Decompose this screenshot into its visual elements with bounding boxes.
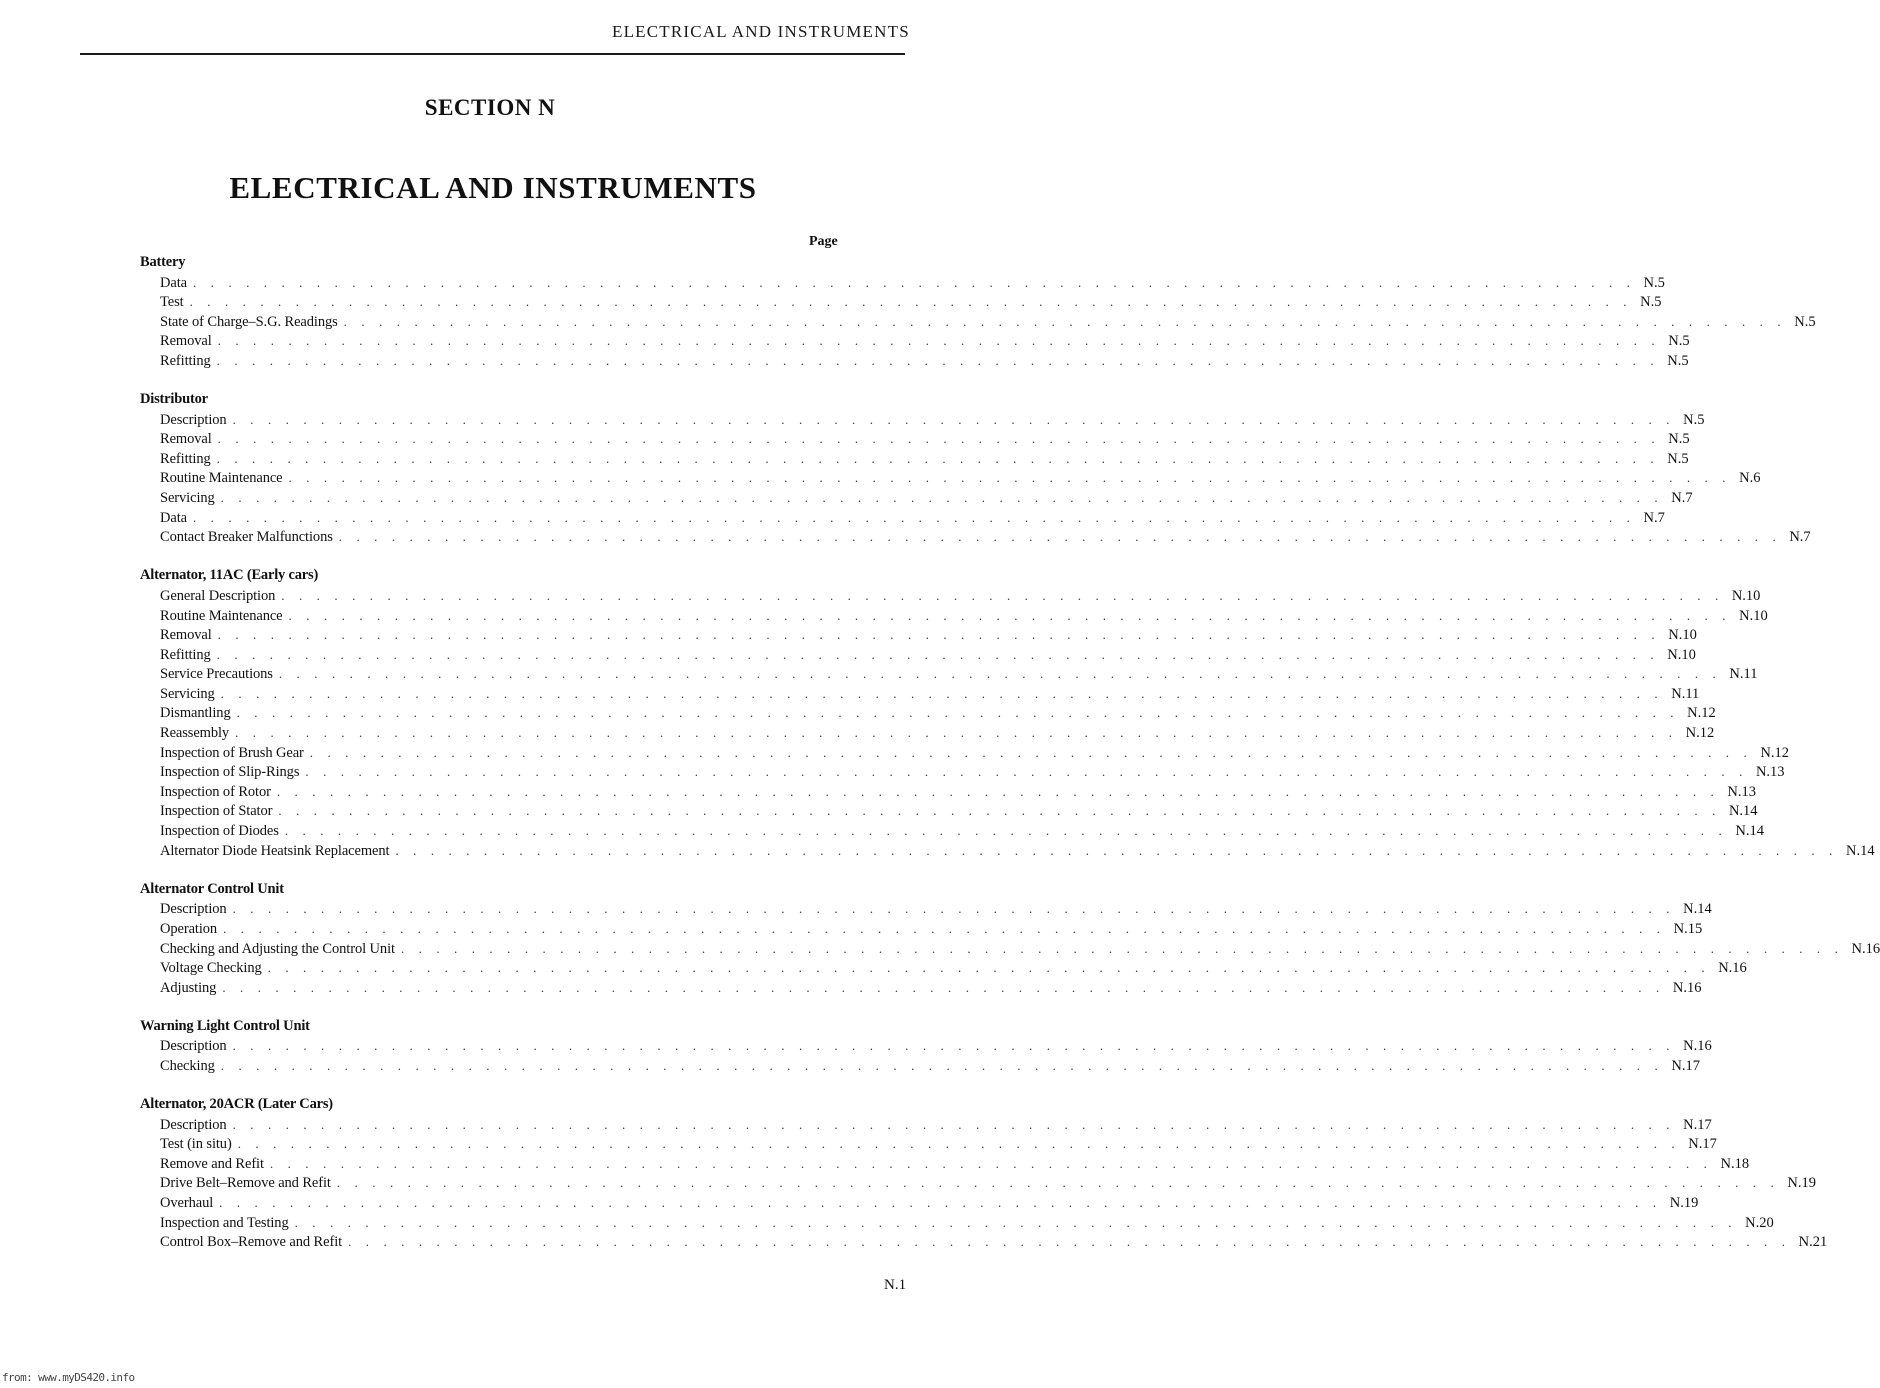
dot-leader: . . . . . . . . . . . . . . . . . . . . . . . . . . . . . . . . . . . . . . . . . . . . . . . . . . . . . . . . . . . . . . . . . . . . . . . . . . . . . . . . . . xyxy=(269,1155,1713,1171)
toc-entry-page: N.14 xyxy=(1728,803,1758,820)
toc-group xyxy=(140,1017,1712,1076)
dot-leader: . . . . . . . . . . . . . . . . . . . . . . . . . . . . . . . . . . . . . . . . . . . . . . . . . . . . . . . . . . . . . . . . . . . . . . . . . . . . . . . . . . xyxy=(395,842,1838,858)
dot-leader: . . . . . . . . . . . . . . . . . . . . . . . . . . . . . . . . . . . . . . . . . . . . . . . . . . . . . . . . . . . . . . . . . . . . . . . . . . . . . . . . . . xyxy=(336,1175,1780,1191)
dot-leader: . . . . . . . . . . . . . . . . . . . . . . . . . . . . . . . . . . . . . . . . . . . . . . . . . . . . . . . . . . . . . . . . . . . . . . . . . . . . . . . . . . xyxy=(216,450,1660,466)
toc-entry-page: N.5 xyxy=(1667,450,1689,467)
toc-entry-page: N.18 xyxy=(1720,1155,1750,1172)
toc-entry-page: N.19 xyxy=(1669,1195,1699,1212)
toc-entry-label: Remove and Refit xyxy=(160,1155,264,1172)
toc-entry-page: N.16 xyxy=(1683,1038,1712,1055)
dot-leader: . . . . . . . . . . . . . . . . . . . . . . . . . . . . . . . . . . . . . . . . . . . . . . . . . . . . . . . . . . . . . . . . . . . . . . . . . . . . . . . . . . xyxy=(222,979,1665,995)
toc-entry xyxy=(140,292,1662,312)
toc-entry-label: Removal xyxy=(160,627,212,644)
source-watermark: from: www.myDS420.info xyxy=(2,1371,135,1384)
dot-leader: . . . . . . . . . . . . . . . . . . . . . . . . . . . . . . . . . . . . . . . . . . . . . . . . . . . . . . . . . . . . . . . . . . . . . . . . . . . . . . . . . . xyxy=(236,705,1680,721)
dot-leader: . . . . . . . . . . . . . . . . . . . . . . . . . . . . . . . . . . . . . . . . . . . . . . . . . . . . . . . . . . . . . . . . . . . . . . . . . . . . . . . . . . xyxy=(278,803,1721,819)
toc-entry xyxy=(140,273,1665,293)
section-label: SECTION N xyxy=(424,95,556,120)
dot-leader: . . . . . . . . . . . . . . . . . . . . . . . . . . . . . . . . . . . . . . . . . . . . . . . . . . . . . . . . . . . . . . . . . . . . . . . . . . . . . . . . . . xyxy=(288,470,1732,486)
toc-entry-label: Drive Belt–Remove and Refit xyxy=(160,1175,331,1192)
toc-entry-label: Test xyxy=(160,294,184,311)
toc-entry xyxy=(140,410,1705,430)
dot-leader: . . . . . . . . . . . . . . . . . . . . . . . . . . . . . . . . . . . . . . . . . . . . . . . . . . . . . . . . . . . . . . . . . . . . . . . . . . . . . . . . . . xyxy=(284,823,1728,839)
dot-leader: . . . . . . . . . . . . . . . . . . . . . . . . . . . . . . . . . . . . . . . . . . . . . . . . . . . . . . . . . . . . . . . . . . . . . . . . . . . . . . . . . . xyxy=(232,411,1676,427)
toc-entry xyxy=(140,1193,1699,1213)
dot-leader: . . . . . . . . . . . . . . . . . . . . . . . . . . . . . . . . . . . . . . . . . . . . . . . . . . . . . . . . . . . . . . . . . . . . . . . . . . . . . . . . . . xyxy=(400,940,1844,956)
toc-entry-label: Servicing xyxy=(160,685,215,702)
toc-entry xyxy=(140,625,1697,645)
toc-entry-page: N.16 xyxy=(1672,979,1702,996)
toc-entry-label: Reassembly xyxy=(160,725,230,742)
toc-entry-page: N.21 xyxy=(1798,1234,1828,1251)
toc-entry-label: Inspection of Rotor xyxy=(160,783,271,800)
toc-entry-page: N.5 xyxy=(1640,294,1662,311)
dot-leader: . . . . . . . . . . . . . . . . . . . . . . . . . . . . . . . . . . . . . . . . . . . . . . . . . . . . . . . . . . . . . . . . . . . . . . . . . . . . . . . . . . xyxy=(278,666,1722,682)
toc-entry-page: N.13 xyxy=(1755,764,1785,781)
toc-entry-label: Routine Maintenance xyxy=(160,470,283,487)
toc-entry-label: Dismantling xyxy=(160,705,231,722)
toc-entry xyxy=(140,645,1696,665)
dot-leader: . . . . . . . . . . . . . . . . . . . . . . . . . . . . . . . . . . . . . . . . . . . . . . . . . . . . . . . . . . . . . . . . . . . . . . . . . . . . . . . . . . xyxy=(281,587,1724,603)
toc-entry xyxy=(140,801,1758,821)
toc-entry xyxy=(140,1056,1700,1076)
toc-entry-page: N.15 xyxy=(1673,920,1703,937)
toc-entry-page: N.5 xyxy=(1667,352,1689,369)
toc-entry-page: N.7 xyxy=(1671,490,1693,507)
toc-entry-page: N.17 xyxy=(1688,1136,1717,1153)
toc-entry xyxy=(140,351,1689,371)
dot-leader: . . . . . . . . . . . . . . . . . . . . . . . . . . . . . . . . . . . . . . . . . . . . . . . . . . . . . . . . . . . . . . . . . . . . . . . . . . . . . . . . . . xyxy=(216,646,1660,662)
dot-leader: . . . . . . . . . . . . . . . . . . . . . . . . . . . . . . . . . . . . . . . . . . . . . . . . . . . . . . . . . . . . . . . . . . . . . . . . . . . . . . . . . . xyxy=(216,352,1660,368)
toc-entry-page: N.10 xyxy=(1667,646,1696,663)
toc-entry xyxy=(140,586,1761,606)
dot-leader: . . . . . . . . . . . . . . . . . . . . . . . . . . . . . . . . . . . . . . . . . . . . . . . . . . . . . . . . . . . . . . . . . . . . . . . . . . . . . . . . . . xyxy=(235,725,1678,741)
toc-entry-label: Inspection of Brush Gear xyxy=(160,744,304,761)
toc-entry-label: State of Charge–S.G. Readings xyxy=(160,313,338,330)
toc-entry xyxy=(140,1036,1712,1056)
dot-leader: . . . . . . . . . . . . . . . . . . . . . . . . . . . . . . . . . . . . . . . . . . . . . . . . . . . . . . . . . . . . . . . . . . . . . . . . . . . . . . . . . . xyxy=(276,783,1720,799)
dot-leader: . . . . . . . . . . . . . . . . . . . . . . . . . . . . . . . . . . . . . . . . . . . . . . . . . . . . . . . . . . . . . . . . . . . . . . . . . . . . . . . . . . xyxy=(232,901,1676,917)
toc-entry-label: Inspection of Stator xyxy=(160,803,273,820)
dot-leader: . . . . . . . . . . . . . . . . . . . . . . . . . . . . . . . . . . . . . . . . . . . . . . . . . . . . . . . . . . . . . . . . . . . . . . . . . . . . . . . . . . xyxy=(219,1195,1662,1211)
toc-entry xyxy=(140,429,1690,449)
toc-entry xyxy=(140,1173,1817,1193)
toc-entry-label: Servicing xyxy=(160,490,215,507)
dot-leader: . . . . . . . . . . . . . . . . . . . . . . . . . . . . . . . . . . . . . . . . . . . . . . . . . . . . . . . . . . . . . . . . . . . . . . . . . . . . . . . . . . xyxy=(267,960,1711,976)
toc-entry xyxy=(140,1232,1828,1252)
toc-entry-page: N.7 xyxy=(1643,509,1665,526)
toc-entry xyxy=(140,899,1712,919)
dot-leader: . . . . . . . . . . . . . . . . . . . . . . . . . . . . . . . . . . . . . . . . . . . . . . . . . . . . . . . . . . . . . . . . . . . . . . . . . . . . . . . . . . xyxy=(232,1116,1676,1132)
toc-entry-page: N.16 xyxy=(1718,960,1747,977)
toc-entry xyxy=(140,978,1702,998)
toc-entry-page: N.5 xyxy=(1668,333,1690,350)
dot-leader: . . . . . . . . . . . . . . . . . . . . . . . . . . . . . . . . . . . . . . . . . . . . . . . . . . . . . . . . . . . . . . . . . . . . . . . . . . . . . . . . . . xyxy=(192,274,1636,290)
page-folio: N.1 xyxy=(884,1277,907,1293)
dot-leader: . . . . . . . . . . . . . . . . . . . . . . . . . . . . . . . . . . . . . . . . . . . . . . . . . . . . . . . . . . . . . . . . . . . . . . . . . . . . . . . . . . xyxy=(220,1057,1664,1073)
toc-group-title: Distributor xyxy=(140,391,208,408)
toc-group-title: Alternator, 20ACR (Later Cars) xyxy=(140,1096,333,1113)
dot-leader: . . . . . . . . . . . . . . . . . . . . . . . . . . . . . . . . . . . . . . . . . . . . . . . . . . . . . . . . . . . . . . . . . . . . . . . . . . . . . . . . . . xyxy=(192,509,1636,525)
toc-entry xyxy=(140,1154,1750,1174)
toc-entry xyxy=(140,703,1716,723)
toc-entry-page: N.17 xyxy=(1683,1116,1712,1133)
toc-entry-label: Data xyxy=(160,274,187,291)
toc-group xyxy=(140,390,1811,547)
toc-entry-page: N.5 xyxy=(1668,431,1690,448)
dot-leader: . . . . . . . . . . . . . . . . . . . . . . . . . . . . . . . . . . . . . . . . . . . . . . . . . . . . . . . . . . . . . . . . . . . . . . . . . . . . . . . . . . xyxy=(217,431,1661,447)
toc-entry xyxy=(140,841,1875,861)
page-title: ELECTRICAL AND INSTRUMENTS xyxy=(229,170,757,205)
toc-entry xyxy=(140,1213,1774,1233)
dot-leader: . . . . . . . . . . . . . . . . . . . . . . . . . . . . . . . . . . . . . . . . . . . . . . . . . . . . . . . . . . . . . . . . . . . . . . . . . . . . . . . . . . xyxy=(217,333,1661,349)
toc-entry xyxy=(140,684,1700,704)
dot-leader: . . . . . . . . . . . . . . . . . . . . . . . . . . . . . . . . . . . . . . . . . . . . . . . . . . . . . . . . . . . . . . . . . . . . . . . . . . . . . . . . . . xyxy=(338,529,1782,545)
toc-group xyxy=(140,880,1880,998)
toc-entry-page: N.12 xyxy=(1685,725,1715,742)
dot-leader: . . . . . . . . . . . . . . . . . . . . . . . . . . . . . . . . . . . . . . . . . . . . . . . . . . . . . . . . . . . . . . . . . . . . . . . . . . . . . . . . . . xyxy=(189,294,1633,310)
dot-leader: . . . . . . . . . . . . . . . . . . . . . . . . . . . . . . . . . . . . . . . . . . . . . . . . . . . . . . . . . . . . . . . . . . . . . . . . . . . . . . . . . . xyxy=(294,1214,1738,1230)
toc-entry-page: N.14 xyxy=(1735,823,1764,840)
header-rule xyxy=(80,53,905,55)
toc-entry-page: N.11 xyxy=(1671,685,1700,702)
toc-entry-label: Description xyxy=(160,1038,227,1055)
toc-entry xyxy=(140,782,1757,802)
dot-leader: . . . . . . . . . . . . . . . . . . . . . . . . . . . . . . . . . . . . . . . . . . . . . . . . . . . . . . . . . . . . . . . . . . . . . . . . . . . . . . . . . . xyxy=(288,607,1732,623)
toc-entry-label: Routine Maintenance xyxy=(160,607,283,624)
toc-entry xyxy=(140,958,1747,978)
toc-entry-page: N.19 xyxy=(1787,1175,1817,1192)
toc-entry-page: N.20 xyxy=(1745,1214,1774,1231)
toc-entry-label: Removal xyxy=(160,333,212,350)
toc-entry xyxy=(140,331,1690,351)
toc-entry xyxy=(140,664,1758,684)
toc-entry-page: N.17 xyxy=(1671,1057,1700,1074)
toc-group xyxy=(140,566,1875,860)
toc-entry-page: N.6 xyxy=(1739,470,1761,487)
toc-entry xyxy=(140,919,1703,939)
toc-entry-page: N.5 xyxy=(1683,411,1705,428)
toc-entry-label: Control Box–Remove and Refit xyxy=(160,1234,343,1251)
toc-entry-page: N.10 xyxy=(1731,587,1761,604)
toc-group-title: Alternator, 11AC (Early cars) xyxy=(140,567,319,584)
toc-entry-page: N.14 xyxy=(1683,901,1712,918)
toc-entry-label: Description xyxy=(160,1116,227,1133)
dot-leader: . . . . . . . . . . . . . . . . . . . . . . . . . . . . . . . . . . . . . . . . . . . . . . . . . . . . . . . . . . . . . . . . . . . . . . . . . . . . . . . . . . xyxy=(237,1136,1681,1152)
toc-entry-page: N.12 xyxy=(1760,744,1789,761)
toc-entry-label: Alternator Diode Heatsink Replacement xyxy=(160,842,390,859)
toc-entry-label: Voltage Checking xyxy=(160,960,262,977)
dot-leader: . . . . . . . . . . . . . . . . . . . . . . . . . . . . . . . . . . . . . . . . . . . . . . . . . . . . . . . . . . . . . . . . . . . . . . . . . . . . . . . . . . xyxy=(220,490,1664,506)
toc-entry-label: Description xyxy=(160,411,227,428)
toc-entry-label: Operation xyxy=(160,920,218,937)
toc-entry-label: Adjusting xyxy=(160,979,217,996)
toc-entry xyxy=(140,488,1693,508)
toc-group xyxy=(140,253,1816,371)
toc-entry-page: N.5 xyxy=(1643,274,1665,291)
toc-entry-label: Checking and Adjusting the Control Unit xyxy=(160,940,395,957)
toc-entry-page: N.16 xyxy=(1851,940,1880,957)
toc-group-title: Alternator Control Unit xyxy=(140,880,284,897)
toc-entry-label: Inspection and Testing xyxy=(160,1214,289,1231)
toc-entry-label: Checking xyxy=(160,1057,215,1074)
toc-entry-label: Test (in situ) xyxy=(160,1136,232,1153)
toc-entry-page: N.14 xyxy=(1846,842,1875,859)
toc-entry xyxy=(140,468,1761,488)
toc-entry-label: Description xyxy=(160,901,227,918)
toc-entry-page: N.12 xyxy=(1687,705,1716,722)
toc-group xyxy=(140,1095,1828,1252)
running-head: ELECTRICAL AND INSTRUMENTS xyxy=(612,22,910,41)
dot-leader: . . . . . . . . . . . . . . . . . . . . . . . . . . . . . . . . . . . . . . . . . . . . . . . . . . . . . . . . . . . . . . . . . . . . . . . . . . . . . . . . . . xyxy=(217,627,1661,643)
dot-leader: . . . . . . . . . . . . . . . . . . . . . . . . . . . . . . . . . . . . . . . . . . . . . . . . . . . . . . . . . . . . . . . . . . . . . . . . . . . . . . . . . . xyxy=(348,1234,1791,1250)
toc-entry xyxy=(140,508,1665,528)
toc-entry-page: N.5 xyxy=(1794,313,1816,330)
toc-entry xyxy=(140,606,1768,626)
dot-leader: . . . . . . . . . . . . . . . . . . . . . . . . . . . . . . . . . . . . . . . . . . . . . . . . . . . . . . . . . . . . . . . . . . . . . . . . . . . . . . . . . . xyxy=(305,764,1748,780)
dot-leader: . . . . . . . . . . . . . . . . . . . . . . . . . . . . . . . . . . . . . . . . . . . . . . . . . . . . . . . . . . . . . . . . . . . . . . . . . . . . . . . . . . xyxy=(220,685,1664,701)
toc-entry-label: Service Precautions xyxy=(160,666,273,683)
toc-entry-label: Refitting xyxy=(160,646,211,663)
toc-entry-label: Refitting xyxy=(160,450,211,467)
toc-entry-label: Inspection of Slip-Rings xyxy=(160,764,300,781)
toc-entry-label: Data xyxy=(160,509,187,526)
toc-entry xyxy=(140,1134,1717,1154)
toc-entry xyxy=(140,449,1689,469)
toc-entry-page: N.13 xyxy=(1727,783,1757,800)
toc-entry-label: Overhaul xyxy=(160,1195,214,1212)
toc-group-title: Warning Light Control Unit xyxy=(140,1017,310,1034)
toc-entry-label: Refitting xyxy=(160,352,211,369)
toc-entry-page: N.10 xyxy=(1668,627,1697,644)
toc-entry xyxy=(140,821,1764,841)
toc-entry-label: Removal xyxy=(160,431,212,448)
page-column-header: Page xyxy=(809,234,838,249)
table-of-contents xyxy=(140,253,1880,1271)
toc-entry xyxy=(140,1115,1712,1135)
toc-entry-page: N.7 xyxy=(1789,529,1811,546)
dot-leader: . . . . . . . . . . . . . . . . . . . . . . . . . . . . . . . . . . . . . . . . . . . . . . . . . . . . . . . . . . . . . . . . . . . . . . . . . . . . . . . . . . xyxy=(309,744,1753,760)
dot-leader: . . . . . . . . . . . . . . . . . . . . . . . . . . . . . . . . . . . . . . . . . . . . . . . . . . . . . . . . . . . . . . . . . . . . . . . . . . . . . . . . . . xyxy=(223,920,1666,936)
toc-entry-page: N.11 xyxy=(1729,666,1758,683)
toc-entry-label: Inspection of Diodes xyxy=(160,823,279,840)
toc-entry xyxy=(140,527,1811,547)
toc-group-title: Battery xyxy=(140,254,186,270)
toc-entry-page: N.10 xyxy=(1739,607,1768,624)
toc-entry-label: General Description xyxy=(160,587,276,604)
toc-entry-label: Contact Breaker Malfunctions xyxy=(160,529,333,546)
toc-entry xyxy=(140,743,1789,763)
toc-entry xyxy=(140,762,1785,782)
dot-leader: . . . . . . . . . . . . . . . . . . . . . . . . . . . . . . . . . . . . . . . . . . . . . . . . . . . . . . . . . . . . . . . . . . . . . . . . . . . . . . . . . . xyxy=(232,1038,1676,1054)
toc-entry xyxy=(140,312,1816,332)
toc-entry xyxy=(140,723,1715,743)
toc-entry xyxy=(140,939,1880,959)
dot-leader: . . . . . . . . . . . . . . . . . . . . . . . . . . . . . . . . . . . . . . . . . . . . . . . . . . . . . . . . . . . . . . . . . . . . . . . . . . . . . . . . . . xyxy=(343,313,1787,329)
